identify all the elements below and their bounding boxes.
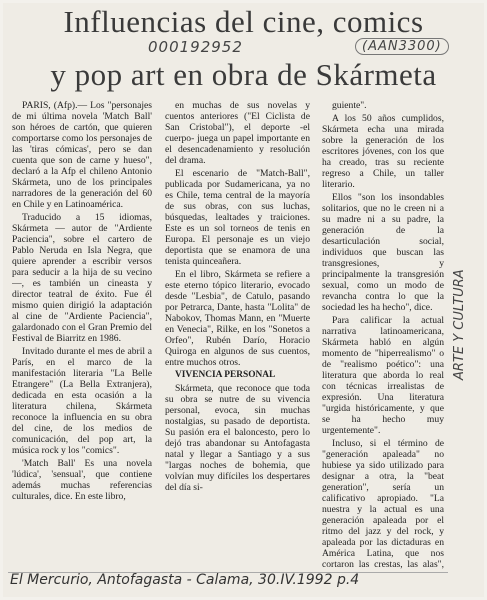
paragraph: En el libro, Skármeta se refiere a este eterno tópico literario, evocado desde "Lesbia", de Catulo, pasando por Petrarca, Dante, hasta "Lolita" de Nabokov, Thomas Mann, en "Muerte en Venecia", Rilke, en los "Sonetos a Orfeo", Rubén Darío, Horacio Quiroga en algunos de sus cuentos, entre muchos otros. <box>165 269 310 368</box>
paragraph: Ellos "son los insondables solitarios, que no le creen ni a su madre ni a su padre, la generación de la desarticulación social, individuos que buscan las transgresiones, y principalmente la transgresión sexual, como un modo de revancha contra lo que la sociedad les ha hecho", dice. <box>322 192 444 313</box>
article-column-2 <box>165 100 310 570</box>
paragraph: PARIS, (Afp).— Los "personajes de mi última novela 'Match Ball' son héroes de cartón, que quieren comportarse como los personajes de las 'tiras cómicas', pero se dan cuenta que son de carne y hueso", declaró a la Afp el chileno Antonio Skármeta, uno de los principales narradores de la generación del 60 en Chile y en Latinoamérica. <box>12 100 152 210</box>
article-column-3 <box>322 100 444 570</box>
paragraph: 'Match Ball' Es una novela 'lúdica', 'sensual', que contiene además muchas referencias culturales, dice. En este libro, <box>12 458 152 502</box>
section-subhead: VIVENCIA PERSONAL <box>175 370 276 380</box>
paragraph: Invitado durante el mes de abril a París, en el marco de la manifestación literaria "La Belle Etrangere" (La Bella Extranjera), dedicada en esta ocasión a la literatura chilena, Skármeta reconoce la influencia en su obra del cine, de los medios de comunicación, del pop art, la música rock y los "comics". <box>12 346 152 456</box>
paragraph: Incluso, si el término de "generación apaleada" no hubiese ya sido utilizado para designar a otra, la "beat generation", sería un calificativo apropiado. "La nuestra y la actual es una generación apaleada por el ritmo del jazz y del rock, y apaleada por las dictaduras en América Latina, que nos cortaron las crestas, las alas", <box>322 438 444 570</box>
paragraph: Skármeta, que reconoce que toda su obra se nutre de su vivencia personal, evoca, sin muchas nostalgias, su pasado de deportista. Su pasión era el baloncesto, pero lo dejó tras abandonar su Antofagasta natal y llegar a Santiago y a sus "largas noches de bohemia, que volvían muy difíciles los despertares del día si- <box>165 383 310 493</box>
paragraph: guiente". <box>332 100 367 111</box>
handwritten-section-note: ARTE Y CULTURA <box>452 269 467 380</box>
paragraph: El escenario de "Match-Ball", publicada por Sudamericana, ya no es Chile, tema central de la mayoría de sus obras, con sus luchas, búsquedas, lealtades y traiciones. Este es un sol torneos de tenis en Europa. El personaje es un viejo deportista que se enamora de una tenista quinceañera. <box>165 168 310 267</box>
handwritten-source-note: El Mercurio, Antofagasta - Calama, 30.IV.1992 p.4 <box>10 572 360 588</box>
paragraph: Para calificar la actual narrativa latinoamericana, Skármeta habló en algún momento de "hiperrealismo" o de "realismo poético": una literatura que aborda lo real con técnicas irrealistas de expresión. Una literatura "urgida históricamente, y que se ha hecho muy urgentemente". <box>322 315 444 436</box>
paragraph: Traducido a 15 idiomas, Skármeta — autor de "Ardiente Paciencia", sobre el cartero de Pablo Neruda en Isla Negra, que quiere aprender a escribir versos para seducir a la hija de su vecino—, es también un cineasta y director teatral de éxito. Fue él mismo quien dirigió la adaptación al cine de "Ardiente Paciencia", galardonado con el Gran Premio del Festival de Biarritz en 1986. <box>12 212 152 344</box>
archive-code-stamp: (AAN3300) <box>355 38 449 55</box>
archive-number-stamp: 000192952 <box>148 38 243 56</box>
paragraph: en muchas de sus novelas y cuentos anteriores ("El Ciclista de San Cristobal"), el deporte -el cuerpo- juega un papel importante en el desencadenamiento y resolución del drama. <box>165 100 310 166</box>
headline-line-2: y pop art en obra de Skármeta <box>50 57 437 92</box>
paragraph: A los 50 años cumplidos, Skármeta echa una mirada sobre la generación de los escritores jóvenes, con los que ha creado, tras su reciente regreso a Chile, un taller literario. <box>322 113 444 190</box>
article-column-1 <box>12 100 152 570</box>
headline-line-1: Influencias del cine, comics <box>63 4 424 39</box>
